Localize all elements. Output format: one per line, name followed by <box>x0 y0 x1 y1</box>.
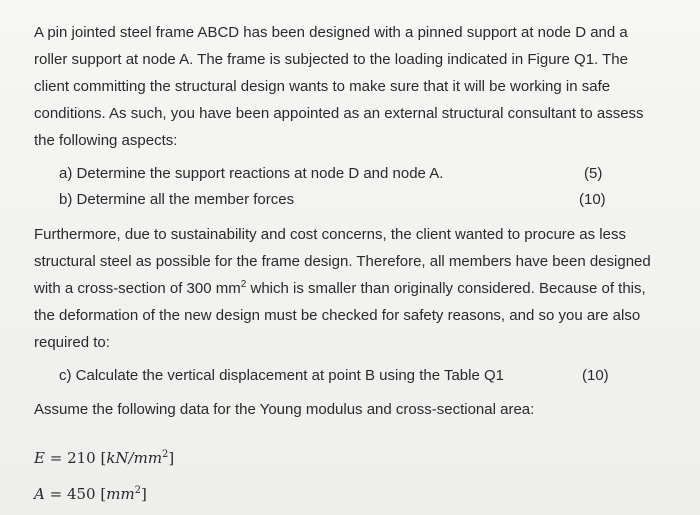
eq-a-value: 450 <box>66 485 96 503</box>
task-b-marks: (10) <box>579 191 606 208</box>
eq-e-unit: kN/mm <box>106 449 163 467</box>
task-c <box>59 366 504 386</box>
eq-a-bracket-open: [ <box>95 485 107 503</box>
task-b-text: Determine all the member forces <box>76 191 295 208</box>
equation-area <box>34 484 147 504</box>
eq-e-symbol: E <box>34 449 45 467</box>
eq-e-bracket-close: ] <box>168 449 175 467</box>
sustainability-text-2: which is smaller than originally considered. Because of this, the deformation of the new design must be checked for safety reasons, and so you are also required to: <box>34 280 646 351</box>
eq-a-unit-exponent: 2 <box>134 485 142 496</box>
eq-a-bracket-close: ] <box>141 485 147 503</box>
task-c-marks: (10) <box>582 367 609 384</box>
task-a-label: a) <box>59 165 73 182</box>
area-unit-exponent: 2 <box>240 279 247 290</box>
task-a-text: Determine the support reactions at node D and node A. <box>76 165 444 182</box>
task-b-label: b) <box>59 191 73 208</box>
task-c-text: Calculate the vertical displacement at point B using the Table Q1 <box>75 367 504 384</box>
assume-paragraph: Assume the following data for the Young modulus and cross-sectional area: <box>34 401 535 418</box>
eq-e-equals: = <box>44 449 68 467</box>
equation-young-modulus <box>34 448 174 468</box>
intro-paragraph: A pin jointed steel frame ABCD has been designed with a pinned support at node D and a roller support at node A. The frame is subjected to the loading indicated in Figure Q1. The client committing the structural design wants to make sure that it will be working in safe conditions. As such, you have been appointed as an external structural consultant to assess the following aspects: <box>34 24 644 149</box>
task-a-marks: (5) <box>584 165 603 182</box>
eq-a-equals: = <box>44 485 67 503</box>
eq-e-unit-exponent: 2 <box>162 449 169 460</box>
eq-e-bracket-open: [ <box>95 449 107 467</box>
eq-a-unit: mm <box>106 485 135 503</box>
eq-e-value: 210 <box>67 449 96 467</box>
sustainability-text-1: Furthermore, due to sustainability and cost concerns, the client wanted to procure as less structural steel as possible for the frame design. Therefore, all members have been designed with a cross-section of 300 mm <box>34 226 651 297</box>
sustainability-paragraph <box>34 221 664 356</box>
eq-a-symbol: A <box>34 485 45 503</box>
task-b <box>59 190 294 210</box>
task-c-label: c) <box>59 367 72 384</box>
task-a <box>59 164 443 184</box>
